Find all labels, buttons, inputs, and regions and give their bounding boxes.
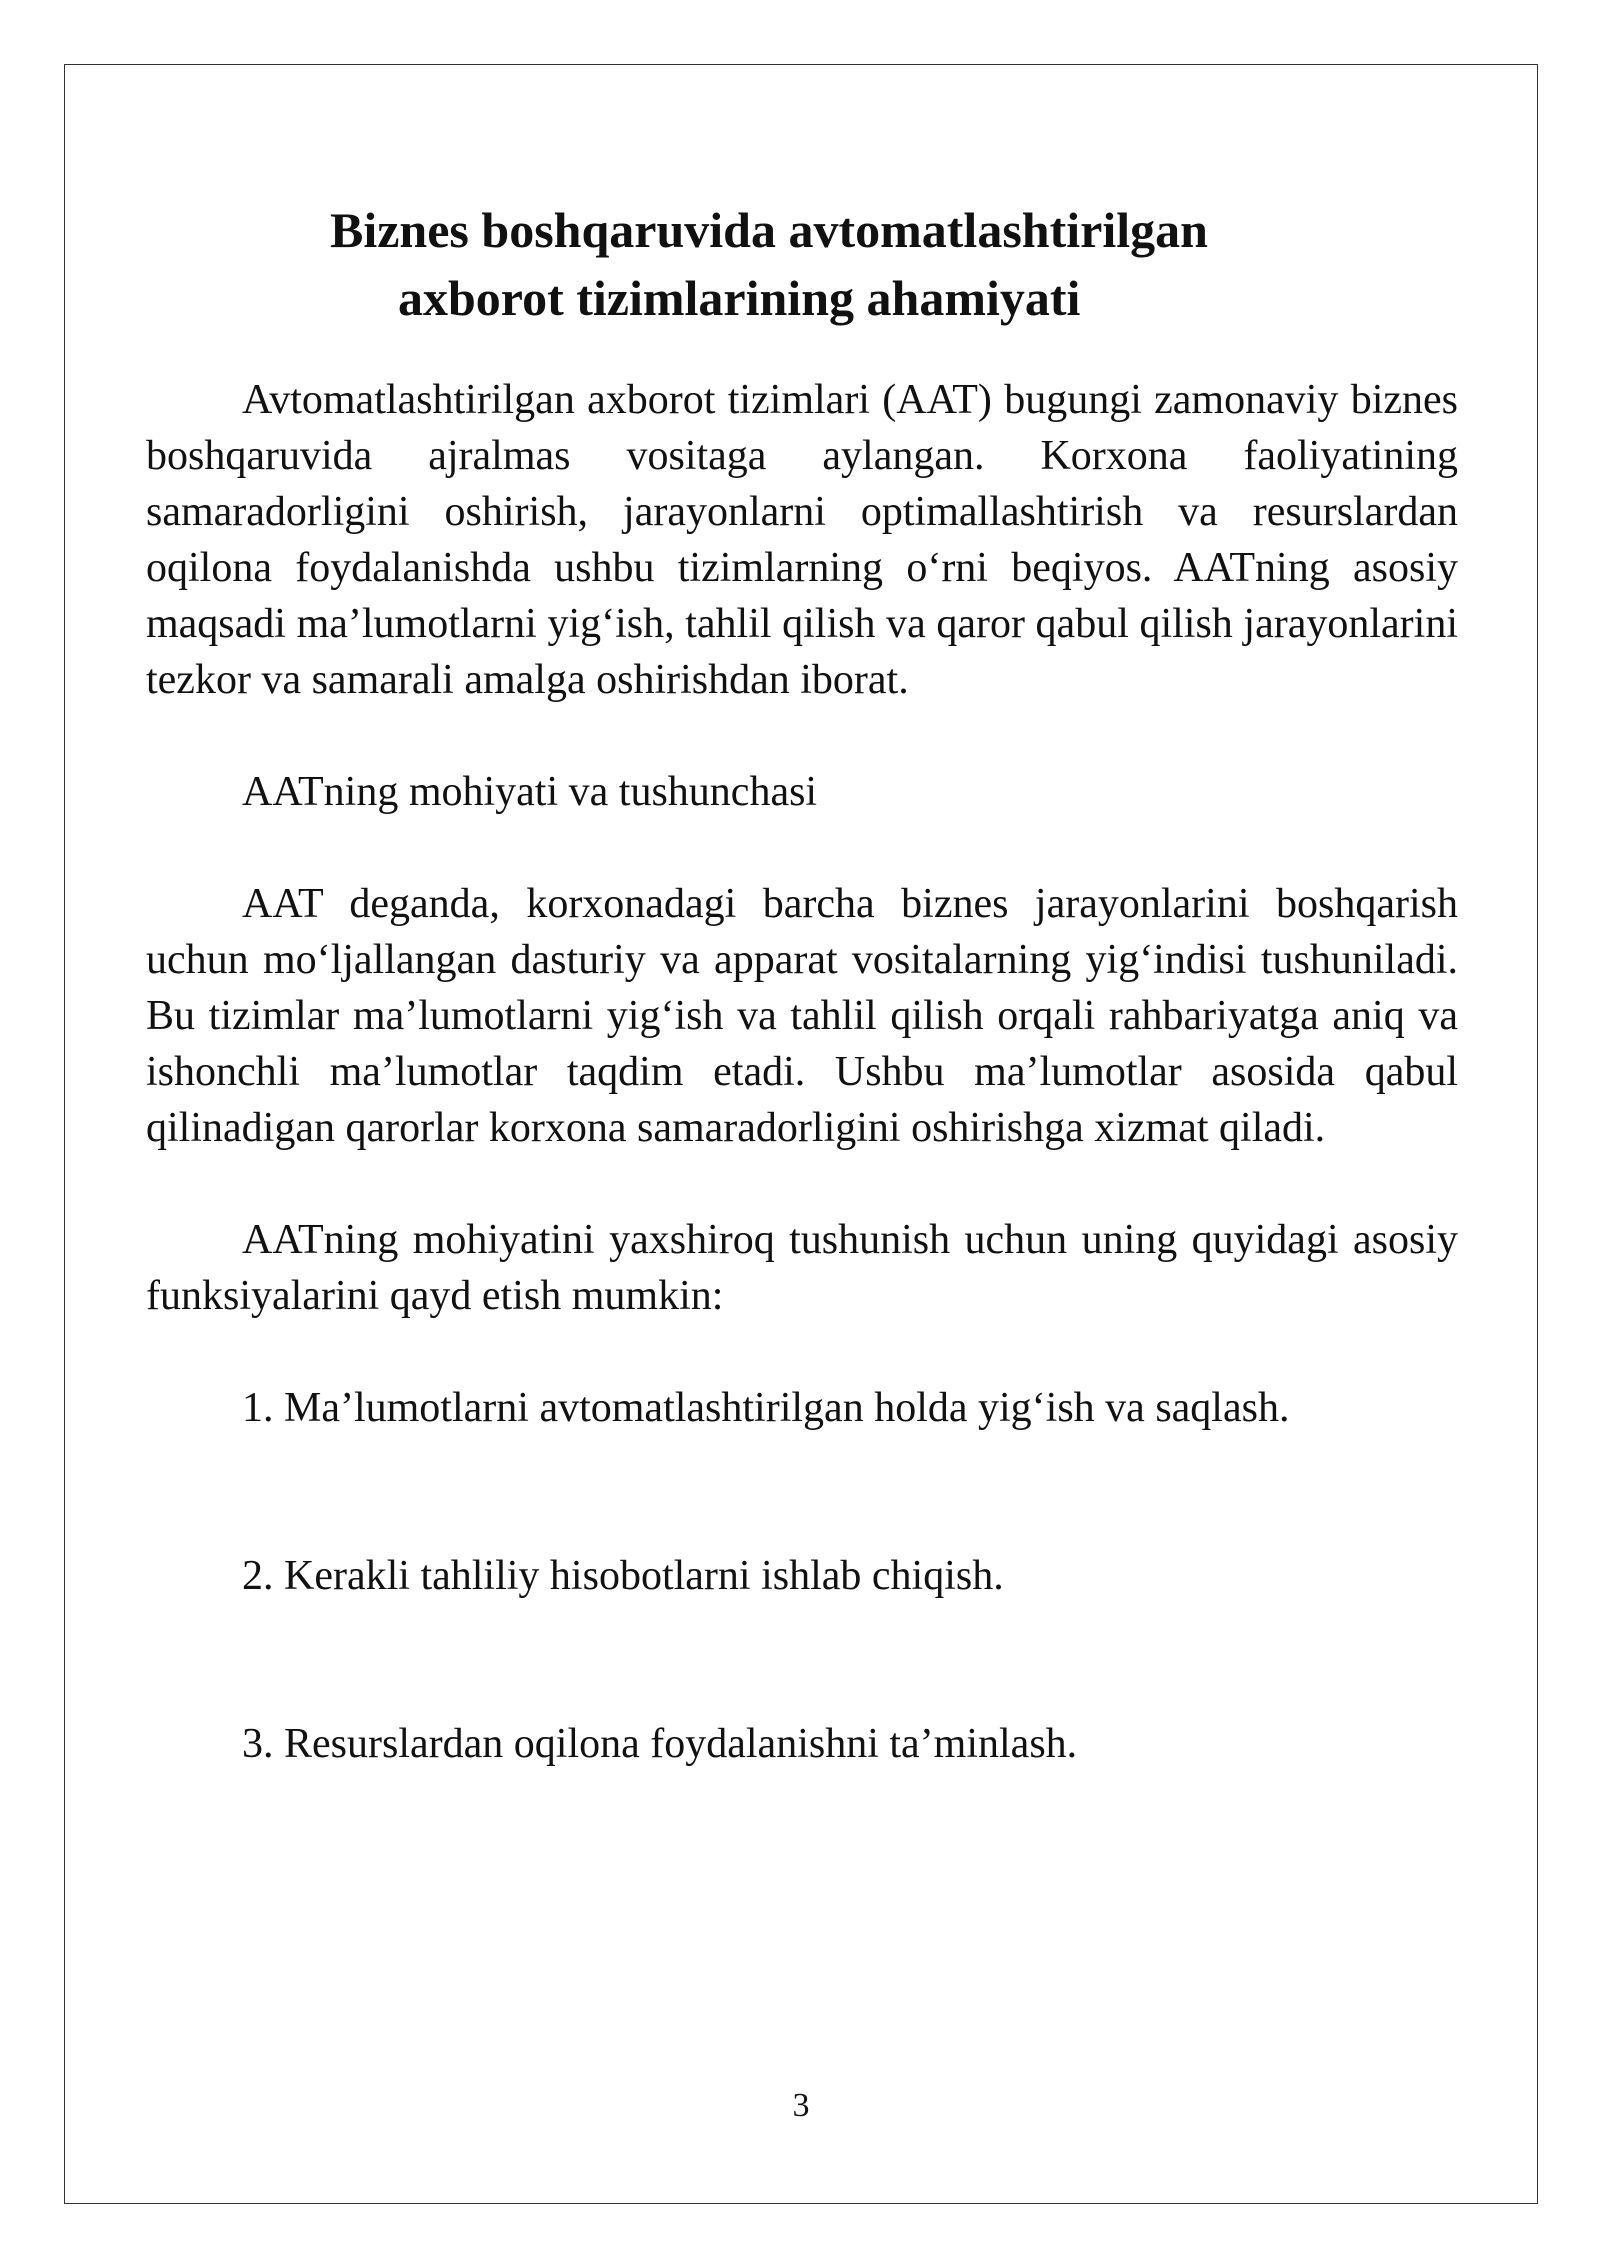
- title-line-2: axborot tizimlarining ahamiyati: [398, 270, 1081, 326]
- list-item: 2. Kerakli tahliliy hisobotlarni ishlab chiqish.: [242, 1553, 1004, 1599]
- functions-intro-paragraph: AATning mohiyatini yaxshiroq tushunish uchun uning quyidagi asosiy funksiyalarini qayd etish mumkin:: [146, 1217, 1458, 1319]
- title-line-1: Biznes boshqaruvida avtomatlashtirilgan: [330, 202, 1208, 258]
- definition-paragraph: AAT deganda, korxonadagi barcha biznes jarayonlarini boshqarish uchun mo‘ljallangan dasturiy va apparat vositalarning yig‘indisi tushuniladi. Bu tizimlar ma’lumotlarni yig‘ish va tahlil qilish orqali rahbariyatga aniq va ishonchli ma’lumotlar taqdim etadi. Ushbu ma’lumotlar asosida qabul qilinadigan qarorlar korxona samaradorligini oshirishga xizmat qiladi.: [146, 881, 1458, 1151]
- section-heading: AATning mohiyati va tushunchasi: [242, 769, 818, 815]
- document-title: [64, 196, 1538, 332]
- document-body: [146, 372, 1458, 1772]
- list-item: 3. Resurslardan oqilona foydalanishni ta’minlash.: [242, 1721, 1078, 1767]
- functions-list: [146, 1380, 1458, 1772]
- page-number: 3: [792, 2087, 810, 2124]
- intro-paragraph: Avtomatlashtirilgan axborot tizimlari (AAT) bugungi zamonaviy biznes boshqaruvida ajralmas vositaga aylangan. Korxona faoliyatining samaradorligini oshirish, jarayonlarni optimallashtirish va resurslardan oqilona foydalanishda ushbu tizimlarning o‘rni beqiyos. AATning asosiy maqsadi ma’lumotlarni yig‘ish, tahlil qilish va qaror qabul qilish jarayonlarini tezkor va samarali amalga oshirishdan iborat.: [146, 377, 1458, 703]
- list-item: 1. Ma’lumotlarni avtomatlashtirilgan holda yig‘ish va saqlash.: [242, 1385, 1290, 1431]
